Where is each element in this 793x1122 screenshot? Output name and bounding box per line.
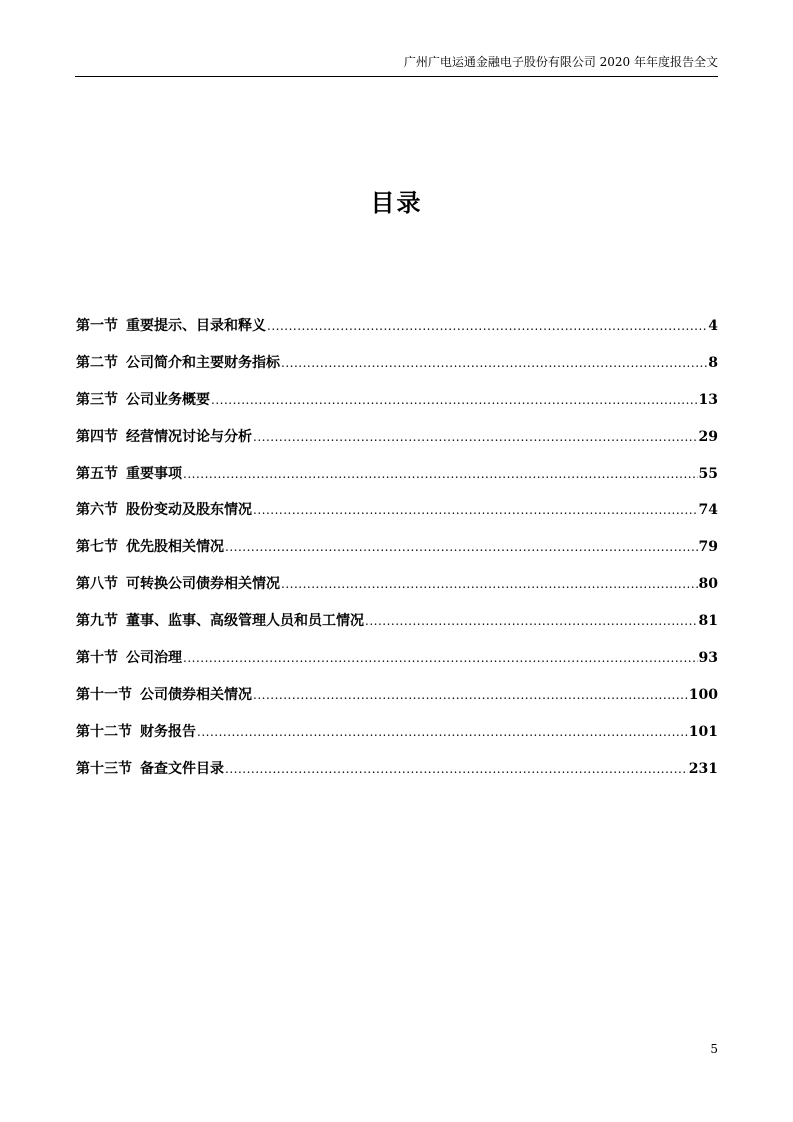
- toc-section-number: 第十节: [76, 650, 118, 667]
- toc-section-title: 可转换公司债券相关情况: [126, 576, 280, 593]
- toc-entry[interactable]: [76, 500, 718, 537]
- toc-dot-leader: [197, 722, 688, 742]
- table-of-contents: [76, 316, 718, 796]
- toc-page-number: 79: [698, 539, 718, 556]
- toc-section-number: 第二节: [76, 354, 118, 371]
- toc-section-title: 公司业务概要: [126, 391, 210, 408]
- toc-dot-leader: [225, 759, 688, 779]
- toc-section-number: 第八节: [76, 576, 118, 593]
- toc-section-title: 公司治理: [126, 650, 182, 667]
- toc-section-number: 第七节: [76, 539, 118, 556]
- toc-page-number: 231: [688, 760, 718, 777]
- toc-dot-leader: [253, 500, 698, 520]
- toc-section-title: 公司简介和主要财务指标: [126, 354, 280, 371]
- toc-section-number: 第三节: [76, 391, 118, 408]
- toc-page-number: 74: [698, 502, 718, 519]
- toc-page-number: 4: [708, 318, 718, 334]
- toc-dot-leader: [253, 427, 698, 447]
- toc-entry[interactable]: [76, 427, 718, 464]
- toc-dot-leader: [281, 574, 698, 594]
- page-number: 5: [710, 1042, 718, 1056]
- page-title: 目录: [370, 188, 423, 217]
- toc-section-number: 第十二节: [76, 723, 132, 740]
- toc-section-title: 经营情况讨论与分析: [126, 428, 252, 445]
- toc-section-number: 第四节: [76, 428, 118, 445]
- toc-section-title: 财务报告: [140, 723, 196, 740]
- page-header: [75, 52, 718, 77]
- toc-page-number: 93: [698, 650, 718, 667]
- toc-entry[interactable]: [76, 574, 718, 611]
- toc-entry[interactable]: [76, 390, 718, 427]
- toc-section-number: 第一节: [76, 318, 118, 334]
- toc-section-title: 备查文件目录: [140, 760, 224, 777]
- toc-dot-leader: [183, 464, 698, 484]
- toc-section-title: 董事、监事、高级管理人员和员工情况: [126, 613, 364, 630]
- toc-page-number: 101: [688, 723, 718, 740]
- toc-entry[interactable]: [76, 759, 718, 796]
- toc-page-number: 8: [708, 354, 718, 371]
- toc-entry[interactable]: [76, 464, 718, 501]
- toc-section-number: 第十一节: [76, 686, 132, 703]
- toc-page-number: 29: [698, 428, 718, 445]
- toc-section-title: 公司债券相关情况: [140, 686, 252, 703]
- toc-page-number: 80: [698, 576, 718, 593]
- toc-section-number: 第五节: [76, 465, 118, 482]
- toc-page-number: 100: [688, 686, 718, 703]
- toc-dot-leader: [253, 685, 688, 705]
- toc-entry[interactable]: [76, 316, 718, 353]
- toc-dot-leader: [225, 537, 698, 557]
- toc-section-title: 股份变动及股东情况: [126, 502, 252, 519]
- toc-dot-leader: [267, 316, 707, 336]
- header-text: 广州广电运通金融电子股份有限公司 2020 年年度报告全文: [403, 55, 718, 69]
- toc-entry[interactable]: [76, 353, 718, 390]
- toc-dot-leader: [281, 353, 707, 373]
- toc-section-title: 优先股相关情况: [126, 539, 224, 556]
- toc-entry[interactable]: [76, 648, 718, 685]
- toc-entry[interactable]: [76, 537, 718, 574]
- toc-entry[interactable]: [76, 722, 718, 759]
- toc-page-number: 55: [698, 465, 718, 482]
- toc-entry[interactable]: [76, 685, 718, 722]
- toc-dot-leader: [365, 611, 698, 631]
- toc-section-number: 第十三节: [76, 760, 132, 777]
- toc-entry[interactable]: [76, 611, 718, 648]
- toc-section-title: 重要事项: [126, 465, 182, 482]
- toc-dot-leader: [211, 390, 698, 410]
- toc-section-number: 第六节: [76, 502, 118, 519]
- toc-section-number: 第九节: [76, 613, 118, 630]
- toc-section-title: 重要提示、目录和释义: [126, 318, 266, 334]
- toc-page-number: 13: [698, 391, 718, 408]
- toc-page-number: 81: [698, 613, 718, 630]
- toc-dot-leader: [183, 648, 698, 668]
